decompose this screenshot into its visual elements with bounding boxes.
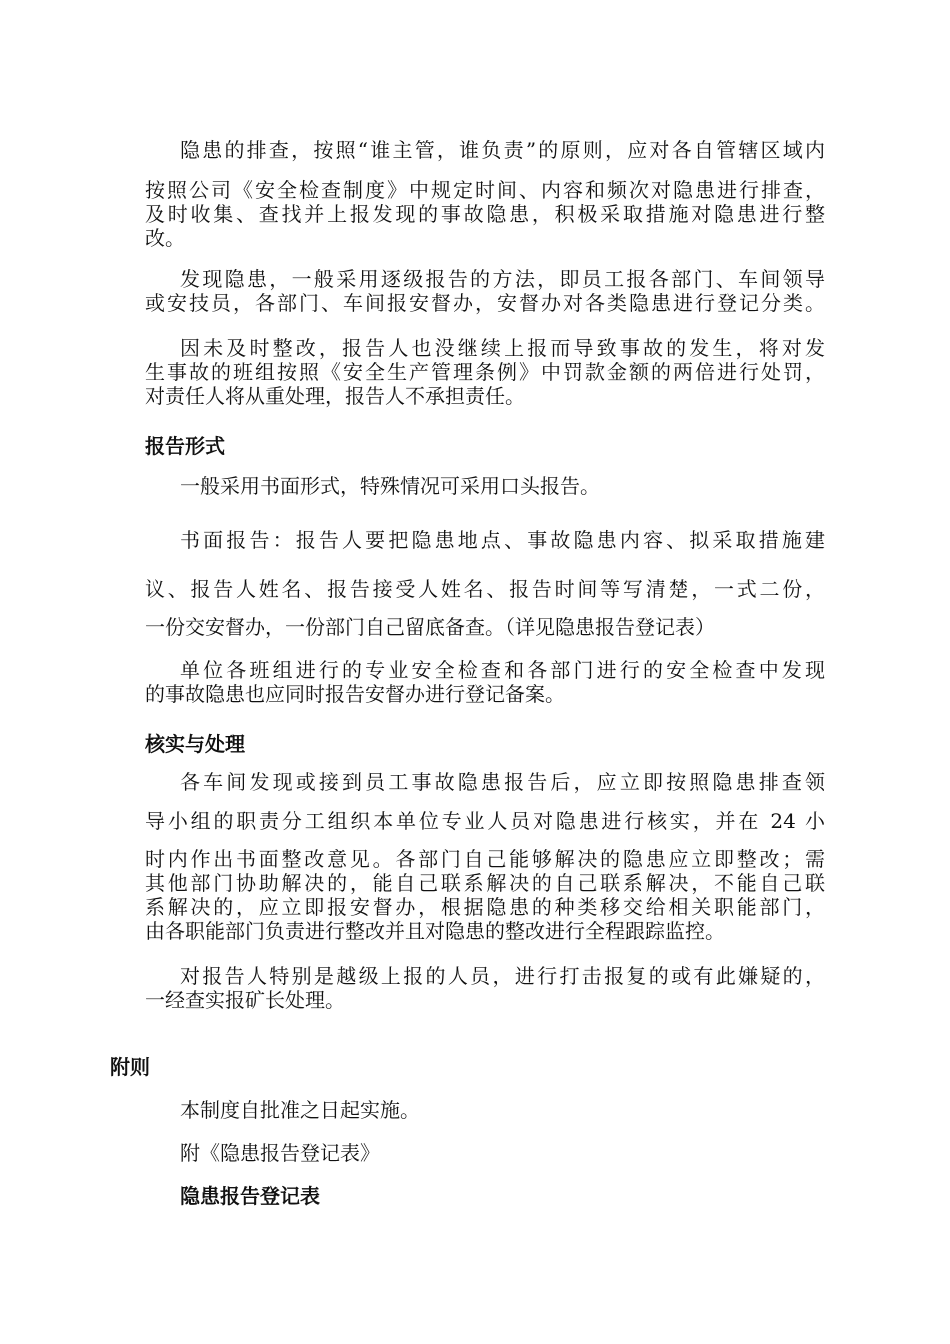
paragraph-7-line-5: 系解决的，应立即报安督办，根据隐患的种类移交给相关职能部门， <box>145 895 825 919</box>
paragraph-2-line-1: 发现隐患，一般采用逐级报告的方法，即员工报各部门、车间领导 <box>180 267 825 291</box>
paragraph-7-line-2: 导小组的职责分工组织本单位专业人员对隐患进行核实，并在 24 小 <box>145 809 825 833</box>
paragraph-3-line-3: 对责任人将从重处理，报告人不承担责任。 <box>145 384 525 408</box>
paragraph-1-line-4: 改。 <box>145 226 185 250</box>
paragraph-2-line-2: 或安技员，各部门、车间报安督办，安督办对各类隐患进行登记分类。 <box>145 291 825 315</box>
paragraph-1-line-2: 按照公司《安全检查制度》中规定时间、内容和频次对隐患进行排查， <box>145 178 825 202</box>
table-title: 隐患报告登记表 <box>180 1184 320 1208</box>
paragraph-1-line-3: 及时收集、查找并上报发现的事故隐患，积极采取措施对隐患进行整 <box>145 202 825 226</box>
paragraph-9-line-1: 本制度自批准之日起实施。 <box>180 1098 420 1122</box>
paragraph-3-line-1: 因未及时整改，报告人也没继续上报而导致事故的发生，将对发 <box>180 336 825 360</box>
paragraph-4-line-1: 一般采用书面形式，特殊情况可采用口头报告。 <box>180 474 600 498</box>
paragraph-7-line-4: 其他部门协助解决的，能自己联系解决的自己联系解决，不能自己联 <box>145 871 825 895</box>
paragraph-10-line-1: 附《隐患报告登记表》 <box>180 1141 380 1165</box>
paragraph-6-line-2: 的事故隐患也应同时报告安督办进行登记备案。 <box>145 682 565 706</box>
section-heading-report-form: 报告形式 <box>145 434 225 458</box>
paragraph-5-line-3: 一份交安督办，一份部门自己留底备查。（详见隐患报告登记表） <box>145 615 715 639</box>
section-heading-appendix: 附则 <box>110 1055 150 1079</box>
paragraph-7-line-3: 时内作出书面整改意见。各部门自己能够解决的隐患应立即整改；需 <box>145 847 825 871</box>
paragraph-7-line-1: 各车间发现或接到员工事故隐患报告后，应立即按照隐患排查领 <box>180 770 825 794</box>
paragraph-8-line-1: 对报告人特别是越级上报的人员，进行打击报复的或有此嫌疑的， <box>180 964 825 988</box>
paragraph-1-line-1: 隐患的排查，按照“谁主管，谁负责”的原则，应对各自管辖区域内 <box>180 138 825 162</box>
paragraph-5-line-1: 书面报告：报告人要把隐患地点、事故隐患内容、拟采取措施建 <box>180 528 825 552</box>
section-heading-verify: 核实与处理 <box>145 732 245 756</box>
paragraph-8-line-2: 一经查实报矿长处理。 <box>145 988 345 1012</box>
paragraph-5-line-2: 议、报告人姓名、报告接受人姓名、报告时间等写清楚，一式二份， <box>145 577 825 601</box>
paragraph-6-line-1: 单位各班组进行的专业安全检查和各部门进行的安全检查中发现 <box>180 658 825 682</box>
paragraph-7-line-6: 由各职能部门负责进行整改并且对隐患的整改进行全程跟踪监控。 <box>145 919 725 943</box>
paragraph-3-line-2: 生事故的班组按照《安全生产管理条例》中罚款金额的两倍进行处罚， <box>145 360 825 384</box>
